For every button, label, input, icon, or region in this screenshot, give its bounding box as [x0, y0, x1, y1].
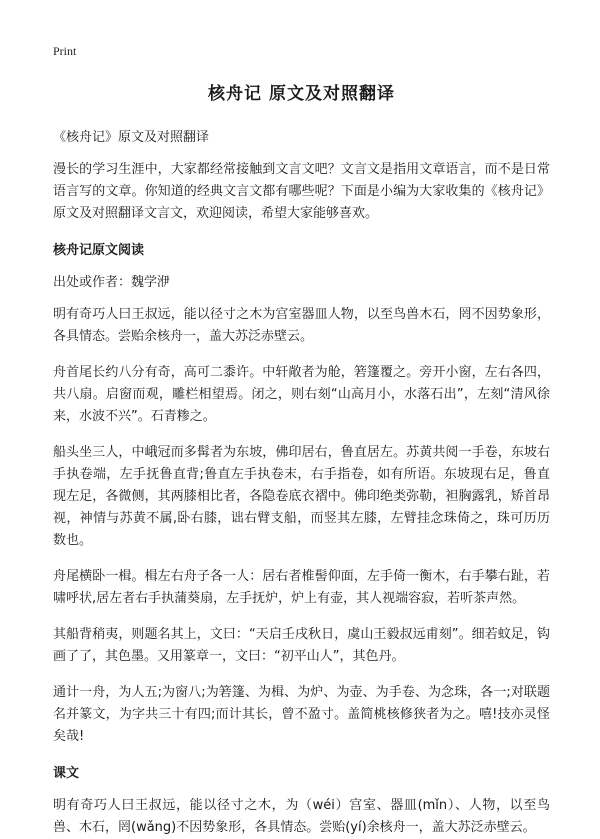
text-paragraph: 明有奇巧人曰王叔远，能以径寸之木，为（wéi）宫室、器皿(mǐn）、人物，以至鸟兽、木石，罔(wǎng)不因势象形，各具情态。尝贻(yí)余核舟一，盖大苏泛赤壁云。	[53, 798, 550, 835]
section-heading-text: 课文	[53, 766, 80, 781]
intro-paragraph: 漫长的学习生涯中，大家都经常接触到文言文吧？文言文是指用文章语言，而不是日常语言写的文章。你知道的经典文言文都有哪些呢？下面是小编为大家收集的《核舟记》原文及对照翻译文言文，欢迎阅读，希望大家能够喜欢。	[53, 162, 550, 221]
section-heading-original: 核舟记原文阅读	[53, 243, 145, 258]
original-paragraph-4: 舟尾横卧一楫。楫左右舟子各一人：居右者椎髻仰面，左手倚一衡木，右手攀右趾，若啸呼状,居左者右手执蒲葵扇，左手抚炉，炉上有壶，其人视端容寂，若听茶声然。	[53, 569, 550, 606]
source-line: 出处或作者：魏学洢	[53, 275, 171, 290]
page-title: 核舟记 原文及对照翻译	[208, 84, 395, 104]
original-paragraph-1: 明有奇巧人曰王叔远，能以径寸之木为宫室器皿人物，以至鸟兽木石，罔不因势象形，各具情态。尝贻余核舟一，盖大苏泛赤壁云。	[53, 307, 550, 344]
page-subtitle: 《核舟记》原文及对照翻译	[53, 130, 210, 145]
original-paragraph-2: 舟首尾长约八分有奇，高可二黍许。中轩敞者为舱，箬篷覆之。旁开小窗，左右各四，共八扇。启窗而观，雕栏相望焉。闭之，则右刻“山高月小，水落石出”，左刻“清风徐来，水波不兴”。石青糁之。	[53, 365, 550, 424]
original-paragraph-3: 船头坐三人，中峨冠而多髯者为东坡，佛印居右，鲁直居左。苏黄共阅一手卷，东坡右手执卷端，左手抚鲁直背;鲁直左手执卷末，右手指卷，如有所语。东坡现右足，鲁直现左足，各微侧，其两膝相比者，各隐卷底衣褶中。佛印绝类弥勒，袒胸露乳，矫首昂视，神情与苏黄不属,卧右膝，诎右臂支船，而竖其左膝，左臂挂念珠倚之，珠可历历数也。	[53, 445, 550, 548]
print-link[interactable]: Print	[53, 44, 77, 58]
original-paragraph-6: 通计一舟，为人五;为窗八;为箬篷、为楫、为炉、为壶、为手卷、为念珠，各一;对联题名并篆文，为字共三十有四;而计其长，曾不盈寸。盖简桃核修狭者为之。嘻!技亦灵怪矣哉!	[53, 685, 550, 744]
original-paragraph-5: 其船背稍夷，则题名其上，文曰：“天启壬戌秋日，虞山王毅叔远甫刻”。细若蚊足，钩画了了，其色墨。又用篆章一，文曰：“初平山人”，其色丹。	[53, 627, 550, 664]
